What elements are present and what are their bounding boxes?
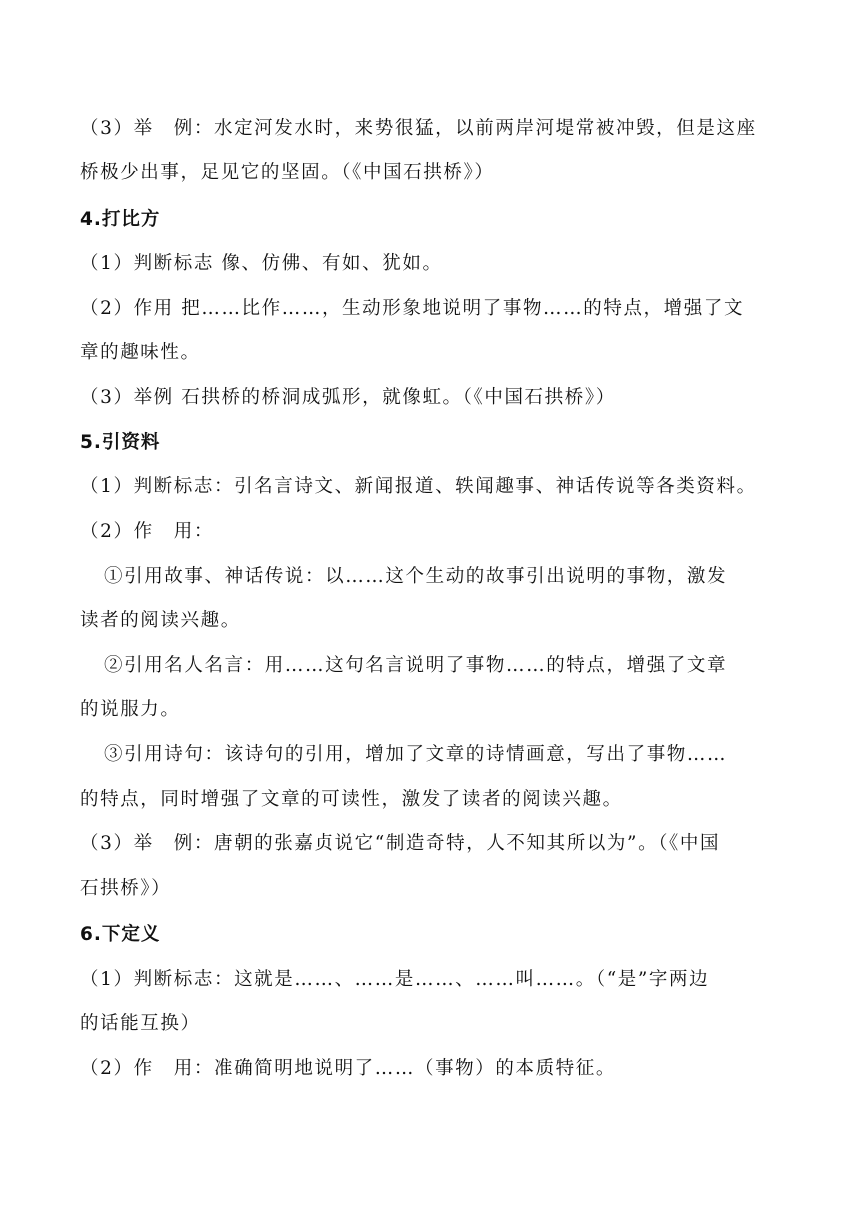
sub-item-line: ③引用诗句：该诗句的引用，增加了文章的诗情画意，写出了事物…… [104,744,728,765]
paragraph-line: （2）作 用： [80,521,214,542]
paragraph-line: 的说服力。 [80,699,181,720]
paragraph-line: 的特点，同时增强了文章的可读性，激发了读者的阅读兴趣。 [80,789,623,810]
paragraph-line: （1）判断标志：引名言诗文、新闻报道、轶闻趣事、神话传说等各类资料。 [80,476,757,497]
paragraph-line: 石拱桥》） [80,878,172,899]
paragraph-line: （2）作用 把……比作……，生动形象地说明了事物……的特点，增强了文 [80,298,745,319]
sub-item-line: ②引用名人名言：用……这句名言说明了事物……的特点，增强了文章 [104,655,728,676]
example-paragraph-line: （3）举 例：水定河发水时，来势很猛，以前两岸河堤常被冲毁，但是这座 [80,118,757,139]
section-heading-analogy: 4.打比方 [80,209,161,230]
paragraph-line: （1）判断标志：这就是……、……是……、……叫……。（“是”字两边 [80,969,710,990]
paragraph-line: 章的趣味性。 [80,342,201,363]
example-paragraph-line: 桥极少出事，足见它的坚固。（《中国石拱桥》） [80,162,495,183]
paragraph-line: 的话能互换） [80,1013,201,1034]
section-heading-quotation: 5.引资料 [80,432,161,453]
paragraph-line: （3）举例 石拱桥的桥洞成弧形，就像虹。（《中国石拱桥》） [80,387,616,408]
paragraph-line: （3）举 例：唐朝的张嘉贞说它“制造奇特，人不知其所以为”。（《中国 [80,833,721,854]
paragraph-line: 读者的阅读兴趣。 [80,610,241,631]
sub-item-line: ①引用故事、神话传说：以……这个生动的故事引出说明的事物，激发 [104,566,728,587]
paragraph-line: （1）判断标志 像、仿佛、有如、犹如。 [80,253,443,274]
paragraph-line: （2）作 用：准确简明地说明了……（事物）的本质特征。 [80,1058,616,1079]
section-heading-definition: 6.下定义 [80,924,161,945]
